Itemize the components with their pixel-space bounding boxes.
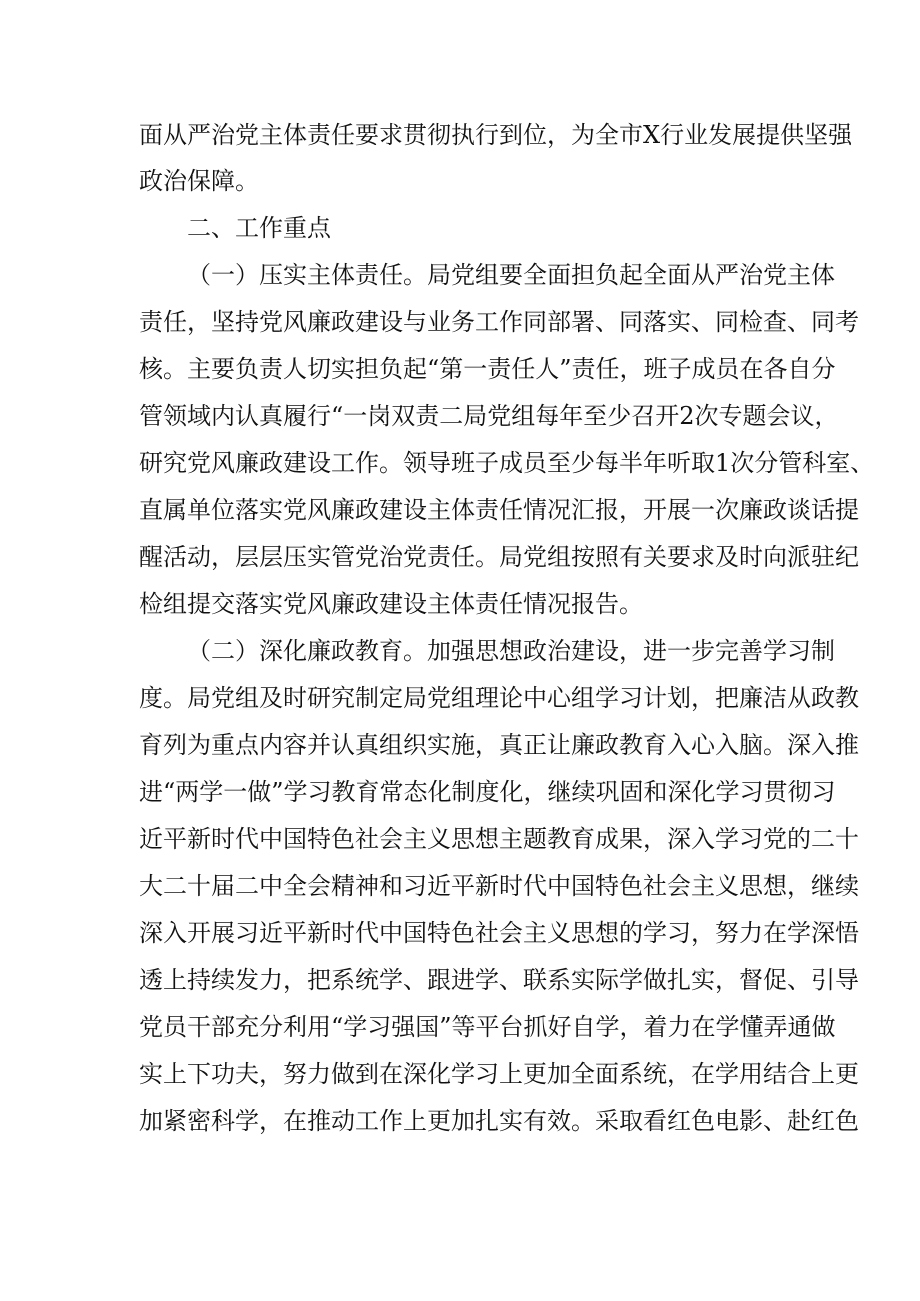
text-line: 党员干部充分利用“学习强国”等平台抓好自学，着力在学懂弄通做	[139, 1013, 836, 1041]
text-line: 加紧密科学，在推动工作上更加扎实有效。采取看红色电影、赴红色	[139, 1107, 859, 1135]
text-line: 管领域内认真履行“一岗双责二局党组每年至少召开2次专题会议，	[139, 402, 839, 430]
text-line: 检组提交落实党风廉政建设主体责任情况报告。	[139, 590, 643, 618]
text-line: 育列为重点内容并认真组织实施，真正让廉政教育入心入脑。深入推	[139, 731, 859, 759]
text-line: 近平新时代中国特色社会主义思想主题教育成果，深入学习党的二十	[139, 825, 859, 853]
text-line: 醒活动，层层压实管党治党责任。局党组按照有关要求及时向派驻纪	[139, 543, 859, 571]
text-line: 深入开展习近平新时代中国特色社会主义思想的学习，努力在学深悟	[139, 919, 859, 947]
text-line: 责任，坚持党风廉政建设与业务工作同部署、同落实、同检查、同考	[139, 308, 859, 336]
text-line: 透上持续发力，把系统学、跟进学、联系实际学做扎实，督促、引导	[139, 966, 859, 994]
paragraph-first-line: （一）压实主体责任。局党组要全面担负起全面从严治党主体	[187, 261, 835, 289]
text-line: 实上下功夫，努力做到在深化学习上更加全面系统，在学用结合上更	[139, 1060, 859, 1088]
text-line: 度。局党组及时研究制定局党组理论中心组学习计划，把廉洁从政教	[139, 684, 859, 712]
text-line: 直属单位落实党风廉政建设主体责任情况汇报，开展一次廉政谈话提	[139, 496, 859, 524]
text-line: 核。主要负责人切实担负起“第一责任人”责任，班子成员在各自分	[139, 355, 836, 383]
section-heading: 二、工作重点	[187, 214, 331, 242]
text-line: 政治保障。	[139, 167, 259, 195]
paragraph-first-line: （二）深化廉政教育。加强思想政治建设，进一步完善学习制	[187, 637, 835, 665]
text-line: 大二十届二中全会精神和习近平新时代中国特色社会主义思想，继续	[139, 872, 859, 900]
text-line: 研究党风廉政建设工作。领导班子成员至少每半年听取1次分管科室、	[139, 449, 875, 477]
text-line: 面从严治党主体责任要求贯彻执行到位，为全市X行业发展提供坚强	[139, 121, 853, 149]
text-line: 进“两学一做”学习教育常态化制度化，继续巩固和深化学习贯彻习	[139, 778, 836, 806]
